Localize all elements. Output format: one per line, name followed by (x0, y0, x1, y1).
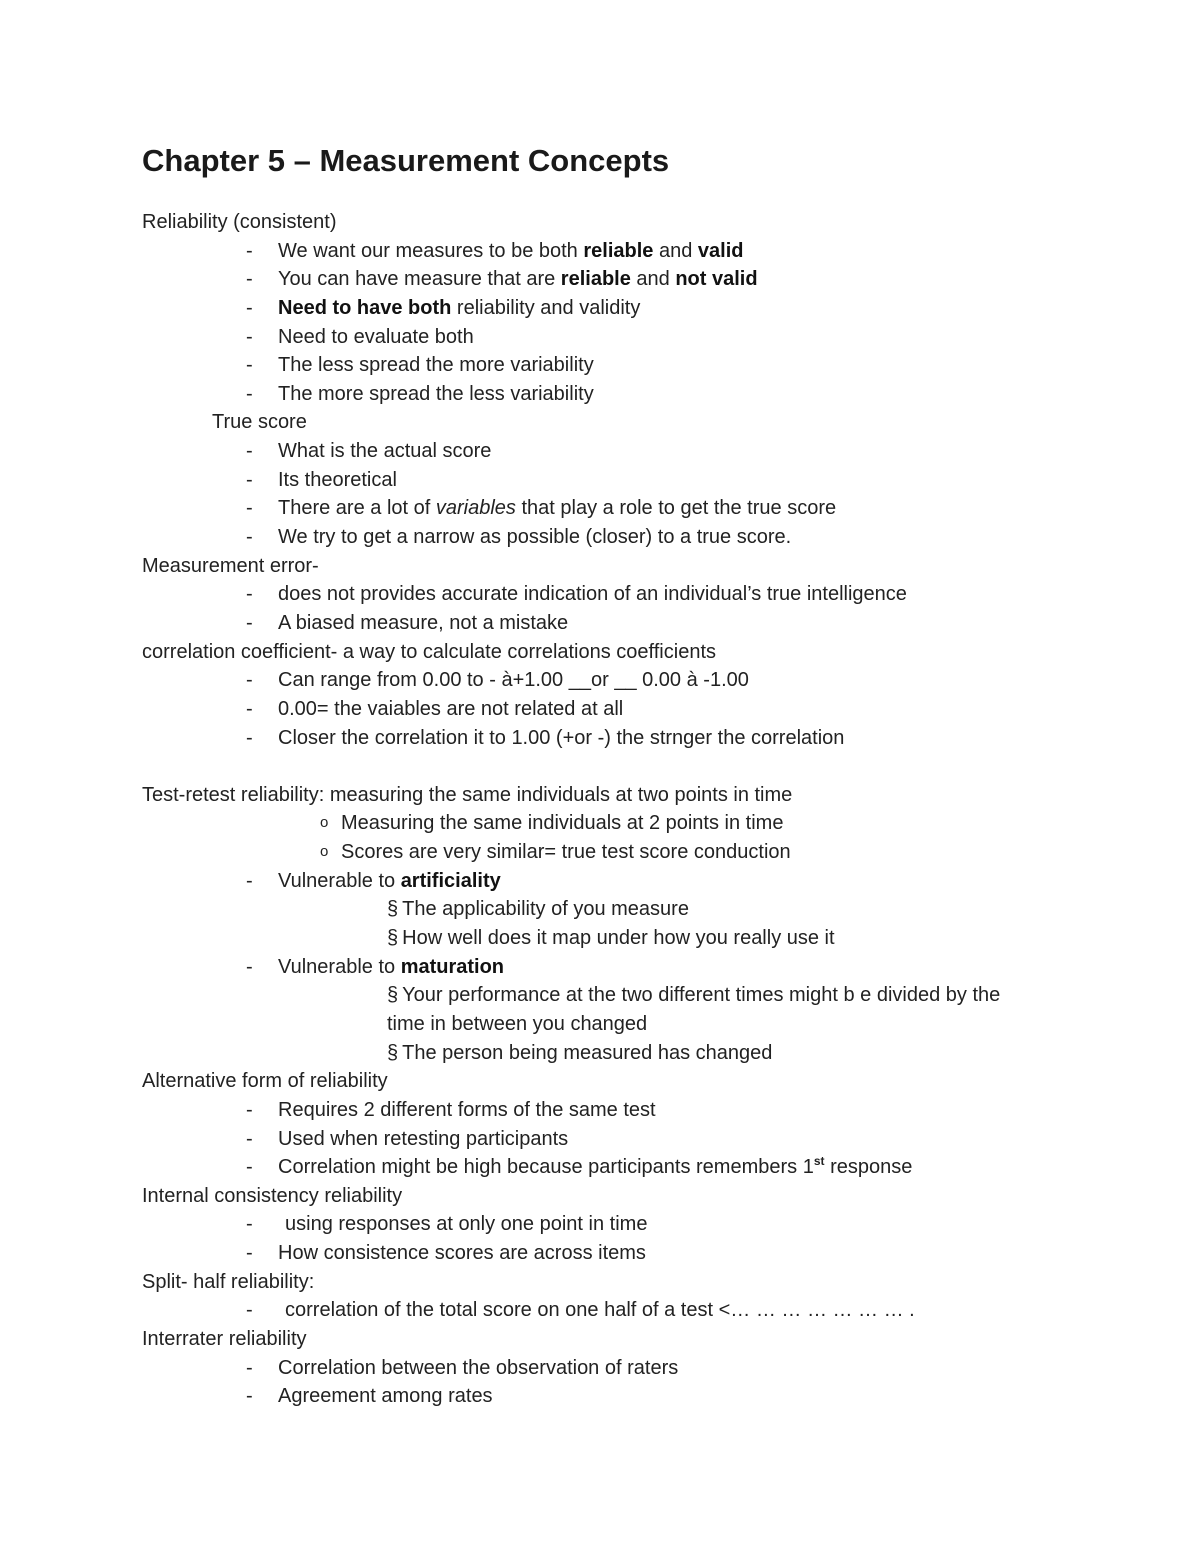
list-item: § Your performance at the two different times might b e divided by the (387, 984, 1001, 1007)
section-heading-test-retest: Test-retest reliability: measuring the same individuals at two points in time (142, 783, 793, 806)
section-heading-reliability: Reliability (consistent) (142, 211, 337, 233)
list-item: - correlation of the total score on one half of a test <… … … … … … … . (142, 1296, 1120, 1325)
list-item: § How well does it map under how you really use it (387, 927, 835, 950)
list-item: - Correlation might be high because participants remembers 1st response (142, 1153, 1120, 1182)
list-item: - using responses at only one point in time (142, 1210, 1120, 1239)
dash-bullet: - (246, 1385, 253, 1408)
dash-bullet: - (246, 468, 253, 491)
list-item: - What is the actual score (142, 437, 1120, 466)
dash-bullet: - (246, 526, 253, 549)
dash-bullet: - (246, 611, 253, 634)
list-item: - The less spread the more variability (142, 351, 1120, 380)
list-item: - How consistence scores are across items (142, 1239, 1120, 1268)
dash-bullet: - (246, 296, 253, 319)
list-item: - Closer the correlation it to 1.00 (+or -) the strnger the correlation (142, 724, 1120, 753)
page-title: Chapter 5 – Measurement Concepts (142, 143, 670, 178)
circle-bullet: o (320, 814, 329, 832)
dash-bullet: - (246, 440, 253, 463)
dash-bullet: - (246, 268, 253, 291)
dash-bullet: - (246, 239, 253, 262)
section-heading-split-half: Split- half reliability: (142, 1270, 315, 1293)
section-bullet: § (387, 984, 399, 1007)
section-bullet: § (387, 898, 399, 921)
list-item: - Agreement among rates (142, 1382, 1120, 1411)
dash-bullet: - (246, 697, 253, 720)
circle-bullet: o (320, 843, 329, 861)
list-item: o Measuring the same individuals at 2 points in time (142, 809, 1120, 838)
list-item: - We want our measures to be both reliable and valid (142, 237, 1120, 266)
list-item-continuation: time in between you changed (387, 1012, 648, 1035)
dash-bullet: - (246, 325, 253, 348)
list-item: - Correlation between the observation of raters (142, 1354, 1120, 1383)
section-heading-true-score: True score (212, 411, 307, 434)
list-item: - Requires 2 different forms of the same test (142, 1096, 1120, 1125)
list-item: - Vulnerable to artificiality (142, 867, 1120, 896)
dash-bullet: - (246, 955, 253, 978)
list-item: o Scores are very similar= true test score conduction (142, 838, 1120, 867)
list-item: - We try to get a narrow as possible (closer) to a true score. (142, 523, 1120, 552)
list-item: - does not provides accurate indication of an individual’s true intelligence (142, 580, 1120, 609)
section-heading-correlation: correlation coefficient- a way to calculate correlations coefficients (142, 640, 716, 663)
dash-bullet: - (246, 1299, 253, 1322)
list-item: - A biased measure, not a mistake (142, 609, 1120, 638)
list-item: - Need to evaluate both (142, 323, 1120, 352)
list-item: - Its theoretical (142, 466, 1120, 495)
list-item: - Need to have both reliability and validity (142, 294, 1120, 323)
list-item: - 0.00= the vaiables are not related at all (142, 695, 1120, 724)
dash-bullet: - (246, 1213, 253, 1236)
list-item: - There are a lot of variables that play a role to get the true score (142, 494, 1120, 523)
section-heading-measurement-error: Measurement error- (142, 554, 319, 577)
list-item: - The more spread the less variability (142, 380, 1120, 409)
dash-bullet: - (246, 669, 253, 692)
list-item: - Vulnerable to maturation (142, 953, 1120, 982)
section-heading-internal-consistency: Internal consistency reliability (142, 1184, 403, 1207)
section-heading-interrater: Interrater reliability (142, 1327, 307, 1350)
list-item: § The person being measured has changed (387, 1041, 773, 1064)
dash-bullet: - (246, 382, 253, 405)
dash-bullet: - (246, 726, 253, 749)
list-item: - You can have measure that are reliable and not valid (142, 265, 1120, 294)
blank-line (142, 752, 1120, 781)
list-item: § The applicability of you measure (387, 898, 689, 921)
dash-bullet: - (246, 1156, 253, 1179)
section-heading-alternative-form: Alternative form of reliability (142, 1070, 388, 1093)
dash-bullet: - (246, 1242, 253, 1265)
list-item: - Can range from 0.00 to - à+1.00 __or __ 0.00 à -1.00 (142, 666, 1120, 695)
section-bullet: § (387, 927, 399, 950)
dash-bullet: - (246, 869, 253, 892)
dash-bullet: - (246, 354, 253, 377)
dash-bullet: - (246, 1356, 253, 1379)
dash-bullet: - (246, 497, 253, 520)
dash-bullet: - (246, 1098, 253, 1121)
dash-bullet: - (246, 583, 253, 606)
dash-bullet: - (246, 1127, 253, 1150)
list-item: - Used when retesting participants (142, 1125, 1120, 1154)
section-bullet: § (387, 1041, 399, 1064)
